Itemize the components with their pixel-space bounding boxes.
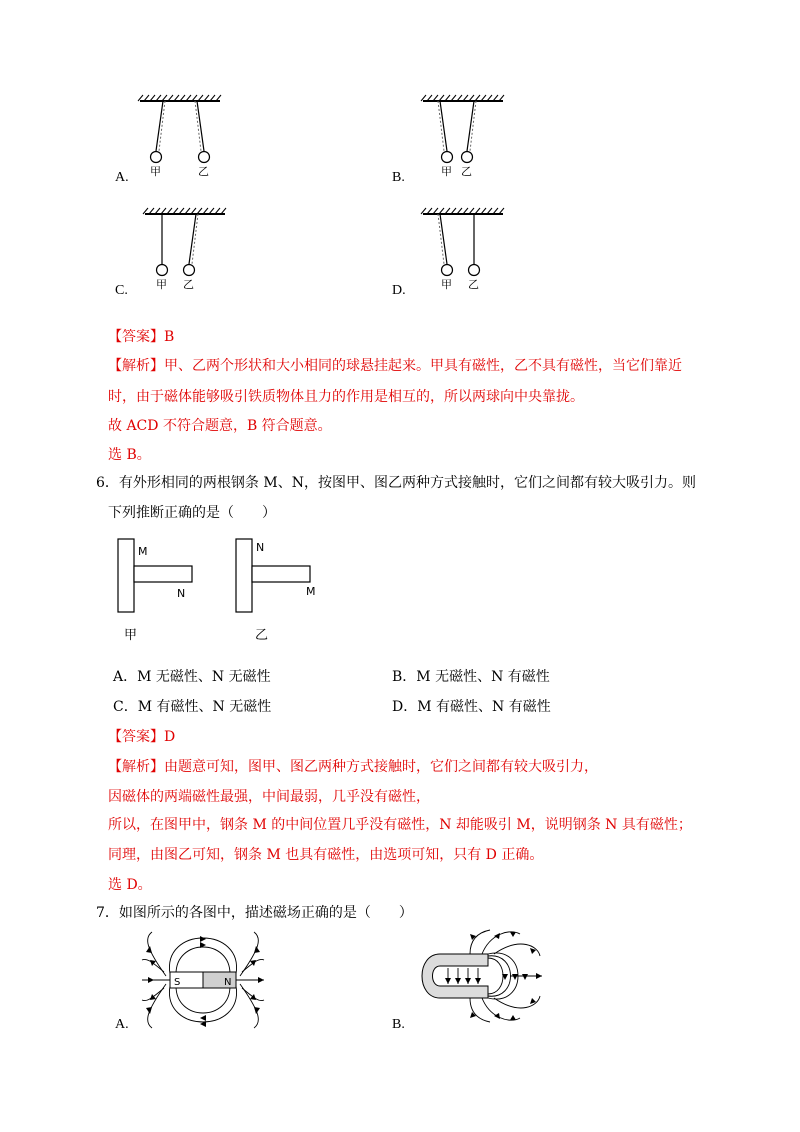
ball-label-jia: 甲 bbox=[441, 165, 452, 178]
q6-analysis-line-3: 所以，在图甲中，钢条 M 的中间位置几乎没有磁性，N 却能吸引 M，说明钢条 N 具有磁性； bbox=[108, 817, 692, 833]
figure-caption: 甲 bbox=[124, 628, 138, 643]
q6-option-c[interactable] bbox=[113, 698, 271, 716]
steel-bar-figure-yi bbox=[228, 535, 338, 645]
label-horizontal-bar: N bbox=[177, 587, 186, 600]
pendulum-figure-d bbox=[418, 208, 528, 298]
q6-answer bbox=[108, 728, 175, 746]
q5-analysis-line-3: 故 ACD 不符合题意，B 符合题意。 bbox=[108, 418, 332, 434]
q5-analysis-line-1 bbox=[108, 357, 682, 375]
ball-label-yi: 乙 bbox=[183, 278, 194, 291]
q6-option-d[interactable] bbox=[392, 698, 551, 716]
q6-stem-line-1: 6．有外形相同的两根钢条 M、N，按图甲、图乙两种方式接触时，它们之间都有较大吸引力。则 bbox=[96, 475, 696, 491]
ball-label-yi: 乙 bbox=[468, 278, 479, 291]
option-label: D． bbox=[392, 699, 418, 715]
option-label-d[interactable]: D. bbox=[392, 283, 406, 298]
pendulum-figure-b bbox=[418, 95, 528, 185]
label-vertical-bar: M bbox=[138, 545, 148, 558]
q5-analysis-line-2: 时，由于磁体能够吸引铁质物体且力的作用是相互的，所以两球向中央靠拢。 bbox=[108, 389, 584, 405]
option-label: A． bbox=[113, 669, 138, 685]
option-text: M 有磁性、N 无磁性 bbox=[137, 699, 272, 715]
q6-option-b[interactable] bbox=[392, 668, 550, 686]
bar-magnet-field-figure bbox=[140, 930, 270, 1030]
q5-analysis-line-4: 选 B。 bbox=[108, 447, 151, 463]
ball-label-jia: 甲 bbox=[441, 278, 452, 291]
option-text: M 无磁性、N 有磁性 bbox=[416, 669, 550, 685]
q6-analysis-line-1 bbox=[108, 758, 598, 776]
ball-label-yi: 乙 bbox=[461, 165, 472, 178]
q7-option-label-a[interactable]: A. bbox=[115, 1017, 129, 1032]
q7-stem: 7．如图所示的各图中，描述磁场正确的是（ ） bbox=[96, 905, 413, 921]
ball-label-jia: 甲 bbox=[150, 165, 161, 178]
q6-option-a[interactable] bbox=[113, 668, 271, 686]
option-text: M 无磁性、N 无磁性 bbox=[137, 669, 271, 685]
option-label-c[interactable]: C. bbox=[115, 283, 128, 298]
answer-value: D bbox=[164, 729, 176, 745]
option-text: M 有磁性、N 有磁性 bbox=[417, 699, 551, 715]
answer-value: B bbox=[164, 329, 175, 345]
answer-tag: 【答案】 bbox=[108, 329, 164, 345]
label-vertical-bar: N bbox=[256, 541, 265, 554]
steel-bar-figure-jia bbox=[110, 535, 220, 645]
q6-stem-line-2: 下列推断正确的是（ ） bbox=[108, 505, 276, 521]
answer-tag: 【答案】 bbox=[108, 729, 164, 745]
option-label: C． bbox=[113, 699, 138, 715]
q6-analysis-line-5: 选 D。 bbox=[108, 877, 152, 893]
option-label-b[interactable]: B. bbox=[392, 170, 405, 185]
q5-answer bbox=[108, 328, 174, 346]
option-label-a[interactable]: A. bbox=[115, 170, 129, 185]
label-horizontal-bar: M bbox=[306, 585, 316, 598]
figure-caption: 乙 bbox=[255, 628, 269, 643]
ball-label-yi: 乙 bbox=[198, 165, 209, 178]
q6-analysis-line-4: 同理，由图乙可知，钢条 M 也具有磁性，由选项可知，只有 D 正确。 bbox=[108, 847, 544, 863]
analysis-tag: 【解析】 bbox=[108, 759, 164, 775]
q6-analysis-line-2: 因磁体的两端磁性最强，中间最弱，几乎没有磁性， bbox=[108, 789, 430, 805]
magnet-pole-s: S bbox=[174, 977, 181, 988]
pendulum-figure-c bbox=[140, 208, 250, 298]
analysis-text: 甲、乙两个形状和大小相同的球悬挂起来。甲具有磁性，乙不具有磁性，当它们靠近 bbox=[164, 358, 682, 374]
analysis-text: 由题意可知，图甲、图乙两种方式接触时，它们之间都有较大吸引力， bbox=[164, 759, 598, 775]
pendulum-figure-a bbox=[135, 95, 245, 185]
magnet-pole-n: N bbox=[224, 977, 232, 988]
horseshoe-magnet-field-figure bbox=[410, 928, 550, 1028]
option-label: B． bbox=[392, 669, 417, 685]
ball-label-jia: 甲 bbox=[156, 278, 167, 291]
q7-option-label-b[interactable]: B. bbox=[392, 1017, 405, 1032]
analysis-tag: 【解析】 bbox=[108, 358, 164, 374]
